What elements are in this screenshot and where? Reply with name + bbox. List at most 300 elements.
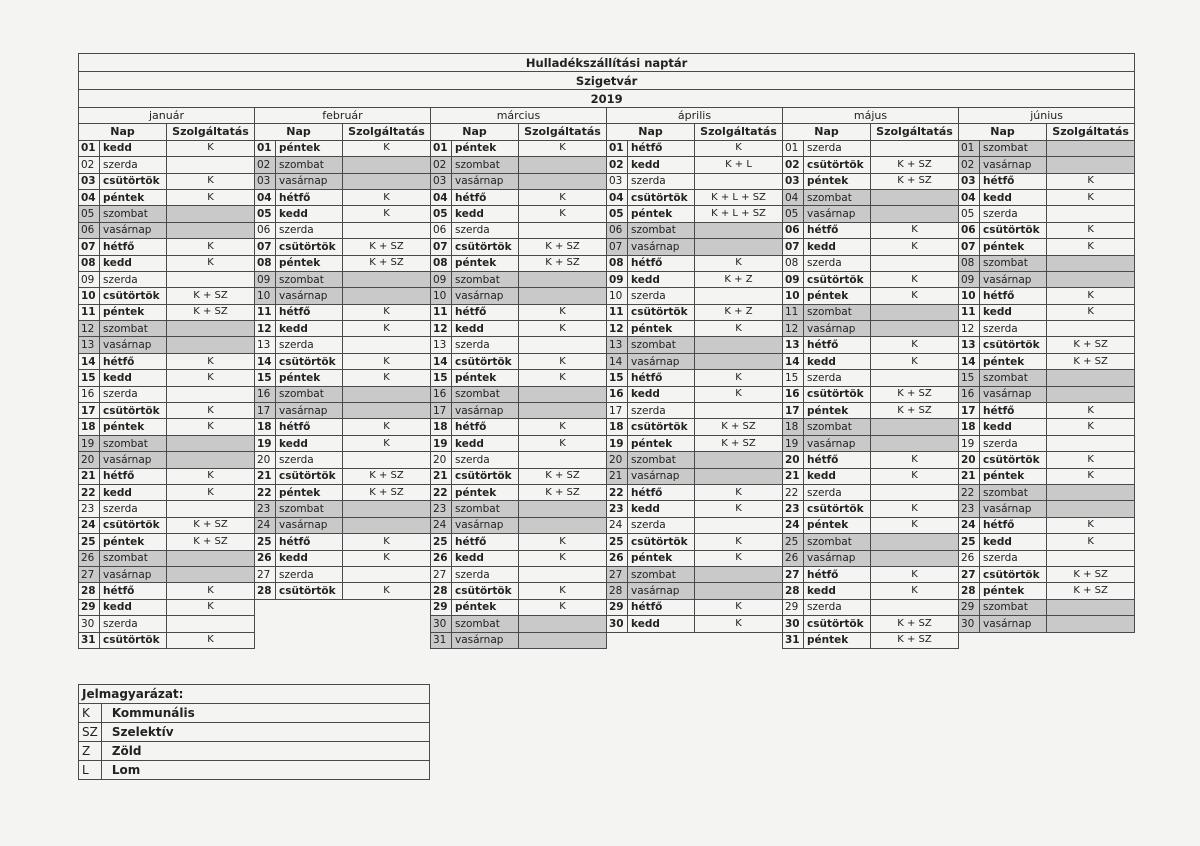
service-code: K + SZ — [1047, 353, 1135, 369]
calendar-year: 2019 — [79, 90, 1135, 108]
day-number: 27 — [607, 566, 628, 582]
day-number: 23 — [607, 501, 628, 517]
table-row — [79, 484, 1135, 500]
calendar-city: Szigetvár — [79, 72, 1135, 90]
day-number: 13 — [783, 337, 804, 353]
day-name: hétfő — [100, 468, 167, 484]
service-code: K — [167, 484, 255, 500]
empty-cell — [343, 599, 431, 615]
legend-title: Jelmagyarázat: — [79, 685, 430, 704]
day-name: vasárnap — [980, 386, 1047, 402]
service-code — [871, 206, 959, 222]
service-code — [519, 173, 607, 189]
service-code — [1047, 550, 1135, 566]
day-number: 11 — [783, 304, 804, 320]
day-name: szerda — [980, 321, 1047, 337]
day-number: 28 — [607, 583, 628, 599]
day-name: csütörtök — [980, 566, 1047, 582]
day-number: 01 — [431, 140, 452, 156]
day-number: 13 — [431, 337, 452, 353]
day-name: vasárnap — [980, 157, 1047, 173]
day-name: csütörtök — [804, 157, 871, 173]
table-row — [79, 550, 1135, 566]
day-number: 15 — [783, 370, 804, 386]
service-code — [519, 222, 607, 238]
service-code: K — [695, 386, 783, 402]
day-name: szombat — [276, 386, 343, 402]
day-number: 07 — [959, 239, 980, 255]
day-name: vasárnap — [100, 222, 167, 238]
service-code: K + SZ — [343, 239, 431, 255]
day-number: 23 — [255, 501, 276, 517]
day-name: szombat — [276, 501, 343, 517]
service-code: K — [695, 140, 783, 156]
day-name: csütörtök — [804, 616, 871, 632]
day-number: 31 — [79, 632, 100, 648]
service-code — [167, 321, 255, 337]
service-code: K — [343, 304, 431, 320]
day-number: 15 — [607, 370, 628, 386]
empty-cell — [607, 632, 628, 648]
day-number: 27 — [255, 566, 276, 582]
service-code — [871, 484, 959, 500]
day-name: hétfő — [276, 419, 343, 435]
column-header-day: Nap — [783, 124, 871, 140]
service-code — [695, 517, 783, 533]
service-code: K — [167, 403, 255, 419]
day-name: kedd — [980, 419, 1047, 435]
day-name: péntek — [804, 632, 871, 648]
day-number: 07 — [255, 239, 276, 255]
service-code: K — [519, 140, 607, 156]
day-number: 14 — [79, 353, 100, 369]
day-name: hétfő — [100, 583, 167, 599]
day-number: 07 — [607, 239, 628, 255]
day-number: 30 — [607, 616, 628, 632]
day-number: 02 — [79, 157, 100, 173]
service-code: K — [695, 321, 783, 337]
day-number: 06 — [783, 222, 804, 238]
day-number: 04 — [607, 189, 628, 205]
day-number: 13 — [959, 337, 980, 353]
service-code: K + SZ — [167, 517, 255, 533]
day-name: kedd — [628, 271, 695, 287]
table-row — [79, 452, 1135, 468]
day-name: vasárnap — [628, 583, 695, 599]
day-name: kedd — [276, 206, 343, 222]
day-name: csütörtök — [276, 353, 343, 369]
column-header-service: Szolgáltatás — [343, 124, 431, 140]
service-code: K + SZ — [871, 173, 959, 189]
day-name: hétfő — [628, 140, 695, 156]
empty-cell — [276, 632, 343, 648]
service-code: K — [1047, 189, 1135, 205]
day-number: 03 — [607, 173, 628, 189]
service-code: K — [167, 353, 255, 369]
day-number: 11 — [255, 304, 276, 320]
service-code — [167, 386, 255, 402]
service-code — [167, 501, 255, 517]
day-number: 17 — [79, 403, 100, 419]
service-code: K + SZ — [695, 435, 783, 451]
day-number: 01 — [959, 140, 980, 156]
day-name: hétfő — [452, 189, 519, 205]
legend-code: K — [79, 704, 102, 723]
day-name: csütörtök — [980, 337, 1047, 353]
table-row — [79, 222, 1135, 238]
day-number: 12 — [607, 321, 628, 337]
table-row — [79, 321, 1135, 337]
day-name: szerda — [100, 616, 167, 632]
service-code: K — [1047, 468, 1135, 484]
day-name: szerda — [628, 288, 695, 304]
day-name: hétfő — [628, 484, 695, 500]
day-number: 26 — [79, 550, 100, 566]
day-name: hétfő — [100, 353, 167, 369]
day-name: csütörtök — [276, 468, 343, 484]
service-code — [519, 501, 607, 517]
service-code — [1047, 501, 1135, 517]
day-name: hétfő — [980, 173, 1047, 189]
day-number: 09 — [607, 271, 628, 287]
service-code — [519, 288, 607, 304]
day-name: kedd — [628, 386, 695, 402]
service-code — [343, 452, 431, 468]
service-code — [519, 337, 607, 353]
service-code: K — [167, 239, 255, 255]
day-name: péntek — [100, 189, 167, 205]
service-code — [343, 271, 431, 287]
empty-cell — [255, 632, 276, 648]
day-name: szerda — [100, 157, 167, 173]
day-number: 03 — [255, 173, 276, 189]
service-code — [167, 157, 255, 173]
service-code — [343, 157, 431, 173]
service-code: K + SZ — [519, 468, 607, 484]
service-code: K — [871, 222, 959, 238]
service-code: K — [1047, 304, 1135, 320]
day-number: 07 — [431, 239, 452, 255]
day-number: 25 — [255, 534, 276, 550]
service-code: K — [871, 566, 959, 582]
column-header-day: Nap — [431, 124, 519, 140]
day-number: 27 — [783, 566, 804, 582]
day-name: csütörtök — [628, 304, 695, 320]
day-name: szerda — [452, 337, 519, 353]
day-number: 08 — [431, 255, 452, 271]
service-code — [695, 288, 783, 304]
service-code — [1047, 599, 1135, 615]
service-code: K — [871, 517, 959, 533]
service-code — [167, 337, 255, 353]
day-number: 04 — [431, 189, 452, 205]
table-row — [79, 206, 1135, 222]
service-code — [695, 468, 783, 484]
day-number: 05 — [607, 206, 628, 222]
service-code: K — [167, 173, 255, 189]
day-name: csütörtök — [452, 583, 519, 599]
service-code — [167, 550, 255, 566]
table-row — [79, 534, 1135, 550]
service-code — [343, 501, 431, 517]
day-number: 10 — [255, 288, 276, 304]
service-code: K — [519, 550, 607, 566]
day-name: csütörtök — [804, 501, 871, 517]
service-code: K — [1047, 517, 1135, 533]
day-name: péntek — [980, 239, 1047, 255]
day-number: 05 — [959, 206, 980, 222]
service-code: K — [519, 534, 607, 550]
day-name: kedd — [276, 321, 343, 337]
legend-table — [78, 684, 430, 780]
day-name: vasárnap — [276, 517, 343, 533]
day-number: 12 — [959, 321, 980, 337]
day-number: 17 — [431, 403, 452, 419]
column-header-day: Nap — [79, 124, 167, 140]
day-name: kedd — [804, 583, 871, 599]
day-name: hétfő — [804, 566, 871, 582]
service-code: K — [1047, 239, 1135, 255]
service-code — [871, 550, 959, 566]
day-number: 25 — [783, 534, 804, 550]
service-code: K — [871, 501, 959, 517]
day-name: vasárnap — [980, 616, 1047, 632]
empty-cell — [628, 632, 695, 648]
service-code: K — [167, 140, 255, 156]
day-name: kedd — [980, 534, 1047, 550]
day-name: szombat — [628, 222, 695, 238]
day-name: péntek — [804, 173, 871, 189]
day-number: 06 — [255, 222, 276, 238]
day-number: 24 — [431, 517, 452, 533]
service-code — [695, 403, 783, 419]
service-code — [871, 419, 959, 435]
service-code: K — [343, 534, 431, 550]
day-name: péntek — [100, 304, 167, 320]
service-code — [167, 566, 255, 582]
day-number: 21 — [431, 468, 452, 484]
day-name: vasárnap — [276, 288, 343, 304]
service-code: K + SZ — [695, 419, 783, 435]
day-number: 06 — [959, 222, 980, 238]
service-code: K — [167, 370, 255, 386]
day-number: 18 — [79, 419, 100, 435]
day-name: kedd — [452, 435, 519, 451]
table-row — [79, 173, 1135, 189]
day-name: kedd — [452, 206, 519, 222]
day-name: kedd — [628, 157, 695, 173]
day-number: 11 — [431, 304, 452, 320]
day-name: péntek — [100, 419, 167, 435]
day-number: 29 — [607, 599, 628, 615]
legend-label: Lom — [101, 761, 429, 780]
day-number: 02 — [783, 157, 804, 173]
day-number: 16 — [431, 386, 452, 402]
day-name: szerda — [980, 206, 1047, 222]
day-name: hétfő — [628, 599, 695, 615]
day-name: szerda — [452, 452, 519, 468]
day-number: 20 — [79, 452, 100, 468]
day-number: 23 — [79, 501, 100, 517]
service-code — [871, 140, 959, 156]
day-name: vasárnap — [628, 239, 695, 255]
service-code: K — [519, 304, 607, 320]
empty-cell — [695, 632, 783, 648]
day-number: 28 — [79, 583, 100, 599]
service-code: K — [167, 419, 255, 435]
month-header: április — [607, 108, 783, 124]
service-code: K — [1047, 452, 1135, 468]
day-number: 27 — [431, 566, 452, 582]
day-name: szombat — [452, 386, 519, 402]
day-number: 25 — [959, 534, 980, 550]
service-code — [871, 370, 959, 386]
service-code: K + SZ — [871, 403, 959, 419]
day-name: szerda — [276, 452, 343, 468]
table-row — [79, 501, 1135, 517]
empty-cell — [343, 632, 431, 648]
empty-cell — [255, 616, 276, 632]
day-number: 28 — [431, 583, 452, 599]
day-number: 21 — [607, 468, 628, 484]
legend-row — [79, 742, 430, 761]
day-name: vasárnap — [100, 337, 167, 353]
day-name: péntek — [804, 403, 871, 419]
day-number: 05 — [255, 206, 276, 222]
day-number: 03 — [783, 173, 804, 189]
day-number: 29 — [79, 599, 100, 615]
service-code — [695, 239, 783, 255]
service-code — [1047, 370, 1135, 386]
day-number: 19 — [255, 435, 276, 451]
day-name: kedd — [276, 550, 343, 566]
day-name: vasárnap — [804, 206, 871, 222]
service-code: K + SZ — [519, 255, 607, 271]
service-code — [871, 189, 959, 205]
day-name: szombat — [980, 255, 1047, 271]
day-name: vasárnap — [452, 173, 519, 189]
service-code: K — [871, 239, 959, 255]
day-number: 04 — [783, 189, 804, 205]
day-name: kedd — [980, 189, 1047, 205]
day-name: vasárnap — [452, 403, 519, 419]
day-name: csütörtök — [980, 222, 1047, 238]
day-name: szombat — [100, 206, 167, 222]
service-code: K — [519, 583, 607, 599]
service-code — [695, 222, 783, 238]
day-number: 13 — [607, 337, 628, 353]
service-code: K — [519, 435, 607, 451]
day-number: 30 — [783, 616, 804, 632]
day-name: kedd — [980, 304, 1047, 320]
day-name: vasárnap — [804, 321, 871, 337]
day-name: hétfő — [980, 403, 1047, 419]
day-number: 23 — [783, 501, 804, 517]
service-code: K — [871, 337, 959, 353]
service-code: K — [1047, 288, 1135, 304]
day-number: 02 — [255, 157, 276, 173]
day-name: kedd — [100, 484, 167, 500]
day-number: 19 — [431, 435, 452, 451]
service-code: K — [167, 599, 255, 615]
service-code — [1047, 386, 1135, 402]
service-code — [167, 616, 255, 632]
table-row — [79, 370, 1135, 386]
day-name: kedd — [804, 239, 871, 255]
service-code: K — [871, 452, 959, 468]
day-name: szombat — [452, 157, 519, 173]
day-name: kedd — [804, 353, 871, 369]
service-code: K — [343, 419, 431, 435]
day-number: 12 — [79, 321, 100, 337]
day-number: 07 — [783, 239, 804, 255]
day-name: vasárnap — [980, 271, 1047, 287]
day-number: 15 — [79, 370, 100, 386]
service-code: K + SZ — [343, 484, 431, 500]
service-code — [1047, 484, 1135, 500]
day-name: kedd — [100, 140, 167, 156]
service-code — [167, 271, 255, 287]
day-name: csütörtök — [100, 403, 167, 419]
day-number: 14 — [959, 353, 980, 369]
legend-label: Szelektív — [101, 723, 429, 742]
day-name: szombat — [276, 271, 343, 287]
day-number: 31 — [431, 632, 452, 648]
day-name: péntek — [452, 370, 519, 386]
table-row — [79, 566, 1135, 582]
day-name: hétfő — [628, 370, 695, 386]
day-number: 16 — [79, 386, 100, 402]
service-code — [519, 271, 607, 287]
day-number: 12 — [431, 321, 452, 337]
day-name: csütörtök — [100, 517, 167, 533]
day-name: hétfő — [804, 452, 871, 468]
service-code: K — [1047, 222, 1135, 238]
day-name: vasárnap — [980, 501, 1047, 517]
day-name: szombat — [980, 599, 1047, 615]
service-code — [871, 321, 959, 337]
service-code — [1047, 321, 1135, 337]
table-row — [79, 403, 1135, 419]
service-code: K — [519, 189, 607, 205]
service-code: K — [167, 189, 255, 205]
day-number: 25 — [607, 534, 628, 550]
day-number: 23 — [431, 501, 452, 517]
day-name: szombat — [628, 566, 695, 582]
day-name: szombat — [804, 419, 871, 435]
service-code — [871, 304, 959, 320]
day-number: 09 — [79, 271, 100, 287]
service-code: K — [695, 616, 783, 632]
service-code — [519, 157, 607, 173]
day-name: vasárnap — [628, 468, 695, 484]
day-name: hétfő — [804, 337, 871, 353]
day-name: péntek — [276, 484, 343, 500]
day-name: péntek — [100, 534, 167, 550]
day-number: 09 — [431, 271, 452, 287]
day-name: vasárnap — [452, 517, 519, 533]
day-name: péntek — [452, 599, 519, 615]
day-name: szombat — [628, 337, 695, 353]
day-name: szerda — [276, 222, 343, 238]
service-code: K + SZ — [167, 288, 255, 304]
day-name: szerda — [804, 484, 871, 500]
service-code — [519, 452, 607, 468]
service-code: K — [695, 501, 783, 517]
day-number: 10 — [431, 288, 452, 304]
day-number: 22 — [255, 484, 276, 500]
day-number: 19 — [959, 435, 980, 451]
